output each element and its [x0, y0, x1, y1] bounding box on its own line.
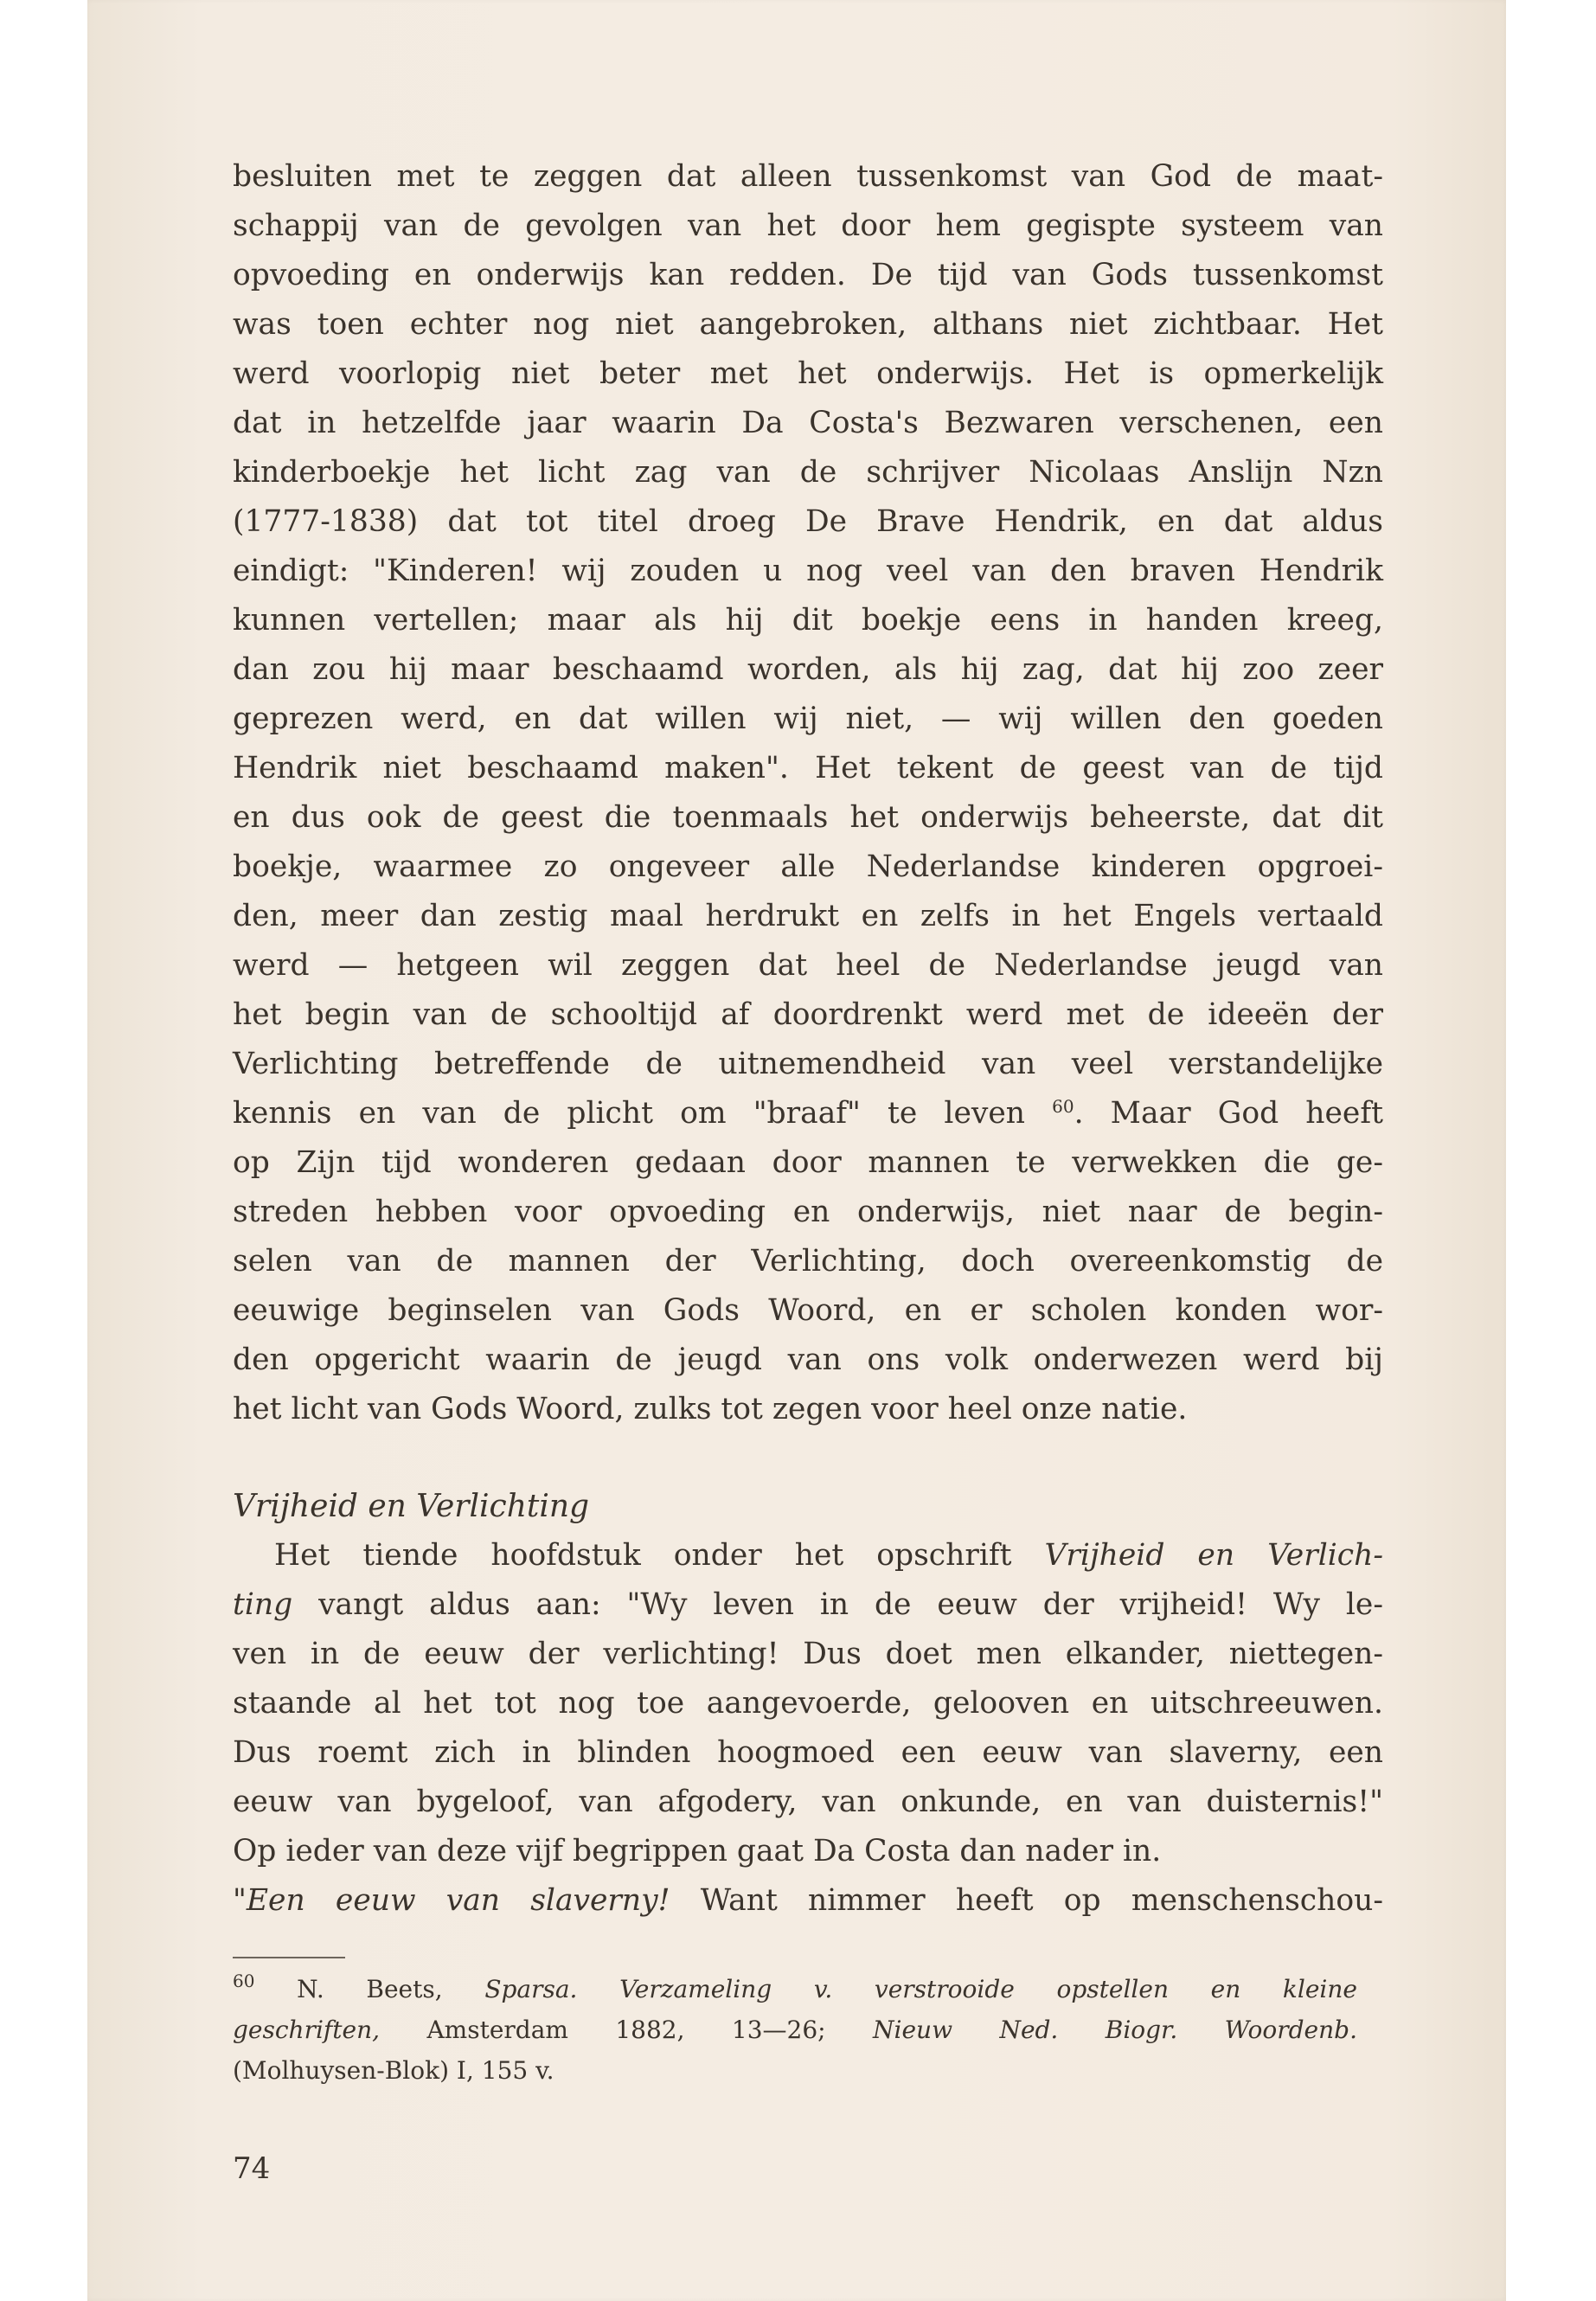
page-number: 74 — [233, 2151, 271, 2186]
text-line: het licht van Gods Woord, zulks tot zegen voor heel onze natie. — [233, 1392, 1188, 1426]
text-segment: . Maar God heeft — [1074, 1096, 1383, 1131]
text-segment: vangt aldus aan: "Wy leven in de eeuw der vrijheid! Wy le- — [292, 1587, 1383, 1622]
footnote — [233, 1969, 1357, 2091]
footnote-line — [233, 1969, 1357, 2009]
book-page — [87, 0, 1506, 2301]
text-line: Verlichting betreffende de uitnemendheid van veel verstandelijke — [233, 1047, 1383, 1081]
text-line: Dus roemt zich in blinden hoogmoed een eeuw van slaverny, een — [233, 1735, 1383, 1770]
text-line: ven in de eeuw der verlichting! Dus doet men elkander, niettegen- — [233, 1637, 1383, 1671]
text-line: werd voorlopig niet beter met het onderwijs. Het is opmerkelijk — [233, 356, 1383, 391]
footnote-number: 60 — [233, 1971, 255, 1991]
text-segment: kennis en van de plicht om "braaf" te leven — [233, 1096, 1026, 1131]
text-line: streden hebben voor opvoeding en onderwijs, niet naar de begin- — [233, 1195, 1383, 1229]
body-text — [233, 152, 1383, 1926]
footnote-author: N. Beets, — [254, 1975, 485, 2003]
text-line: dan zou hij maar beschaamd worden, als hij zag, dat hij zoo zeer — [233, 652, 1383, 687]
text-segment: Het tiende hoofdstuk onder het opschrift — [274, 1538, 1045, 1573]
text-line: Op ieder van deze vijf begrippen gaat Da Costa dan nader in. — [233, 1834, 1162, 1868]
text-line — [233, 1531, 1383, 1580]
text-line: dat in hetzelfde jaar waarin Da Costa's Bezwaren verschenen, een — [233, 406, 1383, 440]
text-line: selen van de mannen der Verlichting, doch overeenkomstig de — [233, 1244, 1383, 1279]
italic-title: ting — [233, 1587, 293, 1622]
footnote-title: Sparsa. Verzameling v. verstrooide opstellen en kleine — [484, 1975, 1357, 2003]
text-line: kunnen vertellen; maar als hij dit boekje eens in handen kreeg, — [233, 603, 1383, 638]
text-line: werd — hetgeen wil zeggen dat heel de Nederlandse jeugd van — [233, 948, 1383, 983]
footnote-reference-work: Nieuw Ned. Biogr. Woordenb. — [873, 2016, 1357, 2044]
italic-quote: "Een eeuw van slaverny! — [233, 1883, 670, 1918]
section-heading: Vrijheid en Verlichting — [233, 1489, 590, 1524]
text-line: was toen echter nog niet aangebroken, althans niet zichtbaar. Het — [233, 307, 1383, 342]
text-line: eeuw van bygeloof, van afgodery, van onkunde, en van duisternis!" — [233, 1785, 1383, 1819]
text-line: opvoeding en onderwijs kan redden. De tijd van Gods tussenkomst — [233, 258, 1383, 292]
text-line: den opgericht waarin de jeugd van ons volk onderwezen werd bij — [233, 1343, 1383, 1377]
text-line: op Zijn tijd wonderen gedaan door mannen te verwekken die ge- — [233, 1145, 1383, 1180]
footnote-line: (Molhuysen-Blok) I, 155 v. — [233, 2056, 554, 2085]
italic-title: Vrijheid en Verlich- — [1044, 1538, 1383, 1573]
text-line: het begin van de schooltijd af doordrenkt werd met de ideeën der — [233, 997, 1383, 1032]
text-line: den, meer dan zestig maal herdrukt en zelfs in het Engels vertaald — [233, 899, 1383, 933]
text-line — [233, 1580, 1383, 1630]
text-line: kinderboekje het licht zag van de schrijver Nicolaas Anslijn Nzn — [233, 455, 1383, 490]
text-line: besluiten met te zeggen dat alleen tussenkomst van God de maat- — [233, 159, 1383, 194]
text-line: boekje, waarmee zo ongeveer alle Nederlandse kinderen opgroei- — [233, 849, 1383, 884]
footnote-reference[interactable]: 60 — [1052, 1096, 1074, 1117]
footnote-divider — [233, 1957, 345, 1958]
footnote-line — [233, 2009, 1357, 2050]
footnote-title: geschriften, — [233, 2016, 381, 2044]
footnote-text: Amsterdam 1882, 13—26; — [380, 2016, 874, 2044]
text-line: geprezen werd, en dat willen wij niet, — wij willen den goeden — [233, 702, 1383, 736]
text-segment: Want nimmer heeft op menschenschou- — [670, 1883, 1383, 1918]
text-line: en dus ook de geest die toenmaals het onderwijs beheerste, dat dit — [233, 800, 1383, 835]
text-line — [233, 1876, 1383, 1926]
text-line: eindigt: "Kinderen! wij zouden u nog veel van den braven Hendrik — [233, 554, 1383, 588]
text-line: (1777-1838) dat tot titel droeg De Brave Hendrik, en dat aldus — [233, 504, 1383, 539]
text-line: staande al het tot nog toe aangevoerde, gelooven en uitschreeuwen. — [233, 1686, 1383, 1721]
text-line-with-footnote-ref — [233, 1089, 1383, 1138]
text-line: eeuwige beginselen van Gods Woord, en er scholen konden wor- — [233, 1293, 1383, 1328]
text-line: Hendrik niet beschaamd maken". Het tekent de geest van de tijd — [233, 751, 1383, 785]
text-line: schappij van de gevolgen van het door hem gegispte systeem van — [233, 208, 1383, 243]
